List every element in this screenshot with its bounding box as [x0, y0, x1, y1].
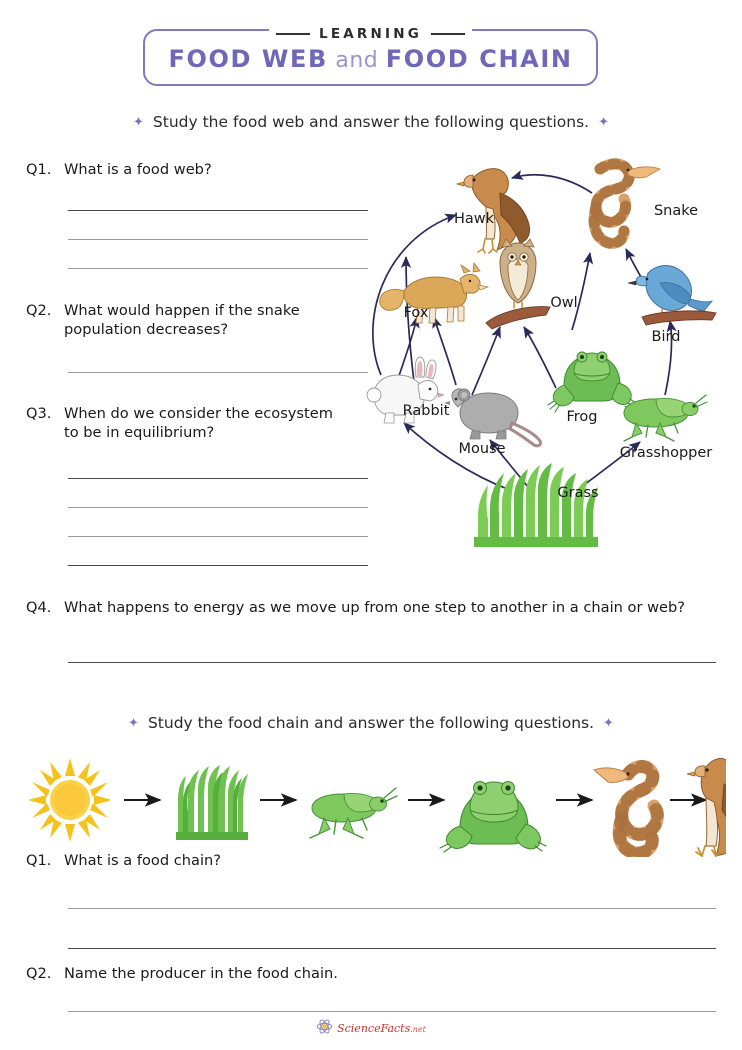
- grasshopper-illustration: [624, 395, 707, 441]
- eyebrow-label: LEARNING: [319, 26, 422, 42]
- sparkle-icon-left: ✦: [133, 115, 144, 130]
- page-title: [143, 45, 598, 73]
- answer-line-chain-2-1[interactable]: [68, 1011, 716, 1012]
- food-web-diagram: [360, 145, 732, 555]
- label-frog: Frog: [566, 409, 598, 425]
- question-chain-2: [26, 964, 716, 983]
- question-web-2: [26, 301, 346, 339]
- answer-line-web-1-1[interactable]: [68, 210, 368, 211]
- atom-icon: [316, 1018, 333, 1039]
- question-number: Q2.: [26, 965, 52, 982]
- arrow-frog-to-owl: [524, 327, 556, 388]
- title-conjunction: and: [327, 48, 386, 73]
- frog-illustration: [548, 352, 636, 412]
- sparkle-icon-right: ✦: [598, 115, 609, 130]
- label-mouse: Mouse: [458, 441, 506, 457]
- label-grasshopper: Grasshopper: [619, 445, 713, 461]
- instruction-food-web: [0, 113, 742, 131]
- grass-illustration: [176, 765, 248, 840]
- answer-line-web-1-2[interactable]: [68, 239, 368, 240]
- answer-line-web-4-1[interactable]: [68, 662, 716, 663]
- question-number: Q2.: [26, 302, 52, 319]
- question-number: Q1.: [26, 161, 52, 178]
- grass-illustration: [474, 463, 598, 547]
- answer-line-chain-1-1[interactable]: [68, 908, 716, 909]
- instruction-text: Study the food web and answer the following questions.: [152, 113, 590, 131]
- answer-line-web-3-3[interactable]: [68, 536, 368, 537]
- bird-illustration: [628, 266, 716, 325]
- arrow-mouse-to-hawk: [406, 257, 415, 390]
- answer-line-web-2-1[interactable]: [68, 372, 368, 373]
- answer-line-web-3-4[interactable]: [68, 565, 368, 566]
- label-owl: Owl: [550, 295, 578, 311]
- answer-line-web-3-1[interactable]: [68, 478, 368, 479]
- sparkle-icon-right: ✦: [603, 716, 614, 731]
- question-text: When do we consider the ecosystem to be in equilibrium?: [64, 405, 333, 441]
- label-grass: Grass: [557, 485, 599, 501]
- snake-illustration: [594, 767, 657, 854]
- frog-illustration: [440, 782, 546, 853]
- question-chain-1: [26, 851, 716, 870]
- instruction-text: Study the food chain and answer the following questions.: [147, 714, 595, 732]
- question-text: What would happen if the snake population decreases?: [64, 302, 300, 338]
- owl-illustration: [486, 239, 550, 329]
- arrow-frog-to-snake: [572, 253, 590, 330]
- question-text: Name the producer in the food chain.: [64, 965, 338, 982]
- question-web-1: [26, 160, 346, 179]
- hawk-illustration: [687, 758, 726, 856]
- eyebrow-rule-right: [431, 33, 465, 35]
- question-text: What is a food chain?: [64, 852, 222, 869]
- question-number: Q4.: [26, 599, 52, 616]
- question-web-3: [26, 404, 346, 442]
- snake-illustration: [594, 164, 660, 243]
- title-food-web: FOOD WEB: [168, 45, 328, 73]
- question-number: Q3.: [26, 405, 52, 422]
- grasshopper-illustration: [310, 788, 397, 838]
- instruction-food-chain: [0, 714, 742, 732]
- footer-brand-text: [337, 1022, 426, 1035]
- answer-line-web-1-3[interactable]: [68, 268, 368, 269]
- question-text: What is a food web?: [64, 161, 212, 178]
- sparkle-icon-left: ✦: [128, 716, 139, 731]
- label-rabbit: Rabbit: [402, 403, 450, 419]
- arrow-snake-to-hawk: [512, 175, 592, 193]
- footer-brand-name: ScienceFacts: [337, 1022, 411, 1035]
- label-bird: Bird: [651, 329, 681, 345]
- question-number: Q1.: [26, 852, 52, 869]
- question-web-4: [26, 598, 716, 617]
- label-snake: Snake: [653, 203, 699, 219]
- title-food-chain: FOOD CHAIN: [385, 45, 573, 73]
- answer-line-web-3-2[interactable]: [68, 507, 368, 508]
- eyebrow-rule-left: [276, 33, 310, 35]
- arrow-mouse-to-fox: [434, 317, 456, 385]
- sun-illustration: [28, 758, 112, 842]
- footer-branding: [0, 1018, 742, 1039]
- question-text: What happens to energy as we move up from one step to another in a chain or web?: [64, 599, 686, 616]
- label-hawk: Hawk: [453, 211, 495, 227]
- arrow-mouse-to-owl: [472, 327, 500, 395]
- label-fox: Fox: [403, 305, 429, 321]
- header-banner: [143, 26, 598, 86]
- footer-tld: .net: [410, 1025, 426, 1034]
- fox-illustration: [380, 263, 488, 323]
- mouse-illustration: [444, 389, 541, 446]
- answer-line-chain-1-2[interactable]: [68, 948, 716, 949]
- food-chain-diagram: [26, 752, 726, 857]
- header-eyebrow: [143, 20, 598, 42]
